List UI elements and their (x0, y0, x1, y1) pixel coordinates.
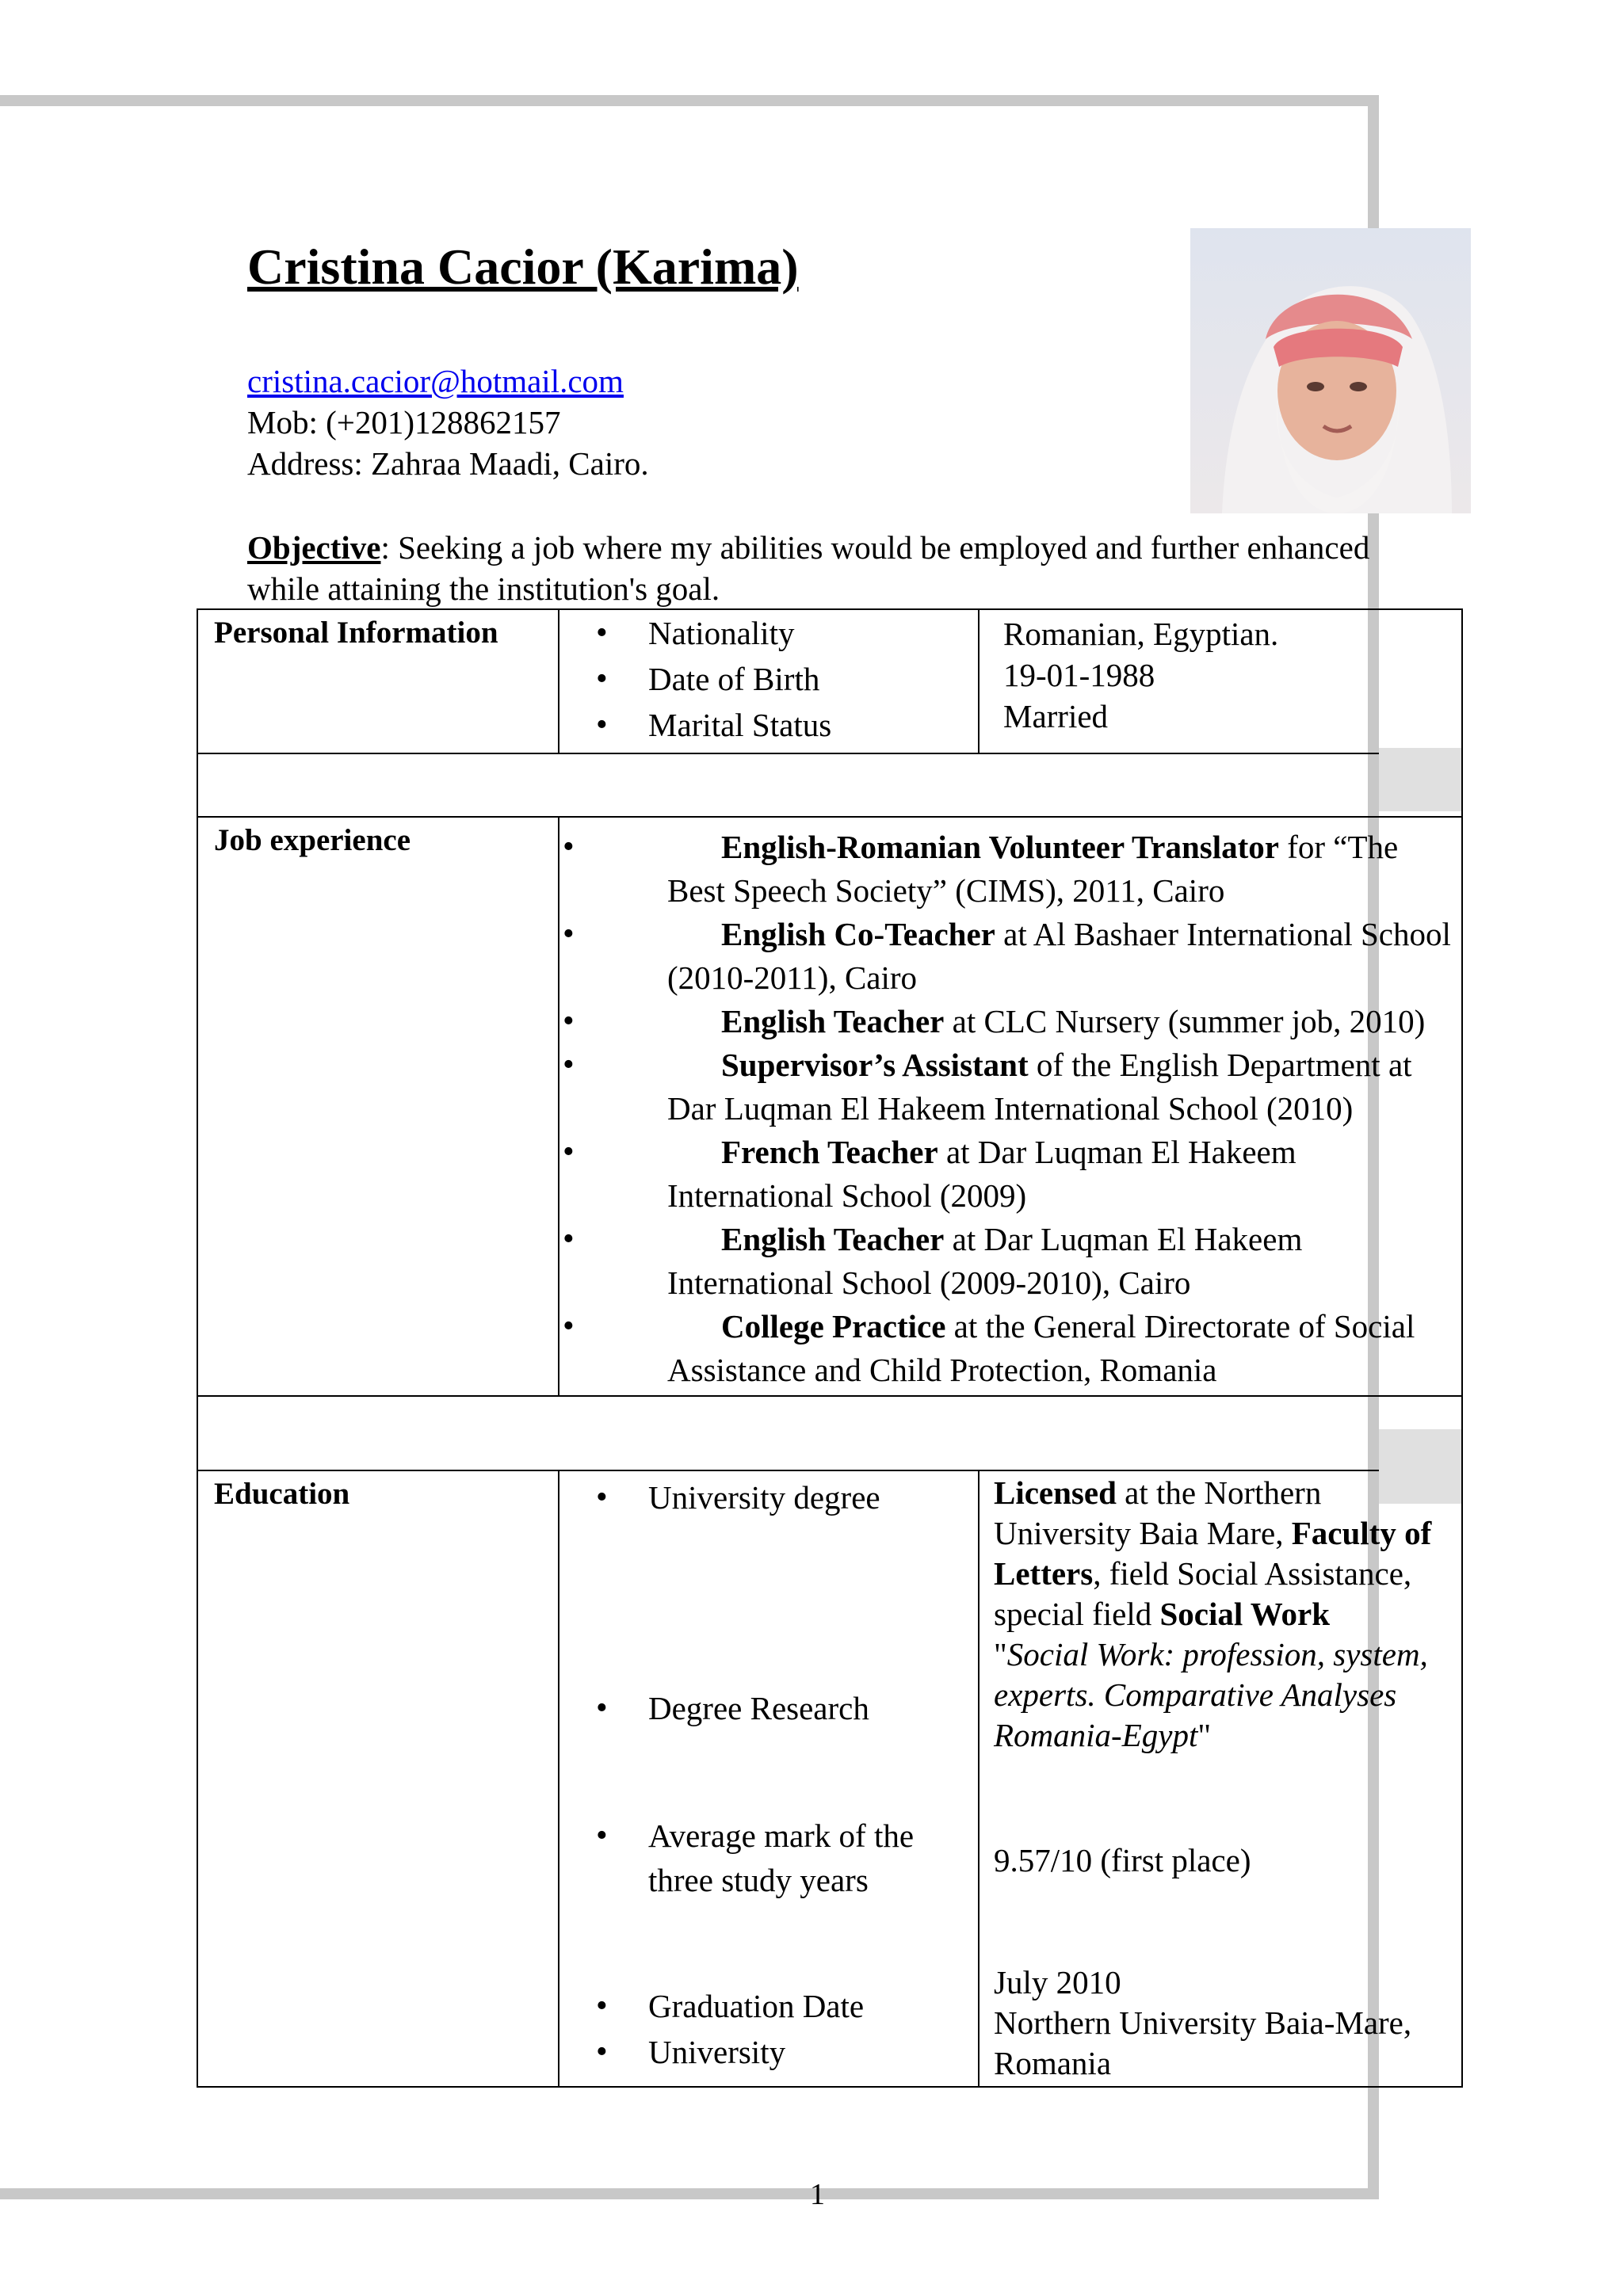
field-university-degree: • University degree (559, 1474, 978, 1520)
profile-photo (1190, 228, 1471, 513)
education-label: Education (197, 1470, 559, 2087)
university-value: Northern University Baia-Mare, Romania (994, 2004, 1412, 2081)
job-item: • Supervisor’s Assistant of the English Department at Dar Luqman El Hakeem International School (2010) (559, 1043, 1461, 1131)
cv-name: Cristina Cacior (Karima) (247, 238, 799, 295)
value-marital-status: Married (1003, 698, 1109, 734)
objective-text: : Seeking a job where my abilities would be employed and further enhanced while attaining the institution's goal. (247, 529, 1370, 607)
shade-2 (1379, 1429, 1461, 1504)
objective (247, 527, 1373, 609)
field-dob: • Date of Birth (559, 656, 978, 702)
shade-1 (1379, 748, 1461, 811)
field-nationality: • Nationality (559, 610, 978, 656)
job-item: • English Co-Teacher at Al Bashaer International School (2010-2011), Cairo (559, 913, 1461, 1000)
field-marital-status: • Marital Status (559, 702, 978, 748)
cv-table (197, 608, 1463, 2088)
page-number: 1 (810, 2178, 825, 2211)
education-fields (559, 1474, 978, 1520)
field-graduation-date: • Graduation Date (559, 1983, 978, 2029)
job-item: • English Teacher at Dar Luqman El Hakeem International School (2009-2010), Cairo (559, 1218, 1461, 1305)
personal-info-label: Personal Information (197, 609, 559, 753)
spacer-row (197, 1396, 1462, 1470)
email-link[interactable]: cristina.cacior@hotmail.com (247, 363, 624, 399)
field-university: • University (559, 2029, 978, 2075)
education-row (197, 1470, 1462, 2087)
graduation-date-value: July 2010 (994, 1964, 1121, 2000)
job-experience-row (197, 817, 1462, 1396)
mobile-number: Mob: (+201)128862157 (247, 404, 561, 441)
field-average-mark: • Average mark of the three study years (559, 1814, 978, 1902)
job-item: • English Teacher at CLC Nursery (summer job, 2010) (559, 1000, 1461, 1043)
address: Address: Zahraa Maadi, Cairo. (247, 445, 649, 482)
degree-research-title: "Social Work: profession, system, experts. Comparative Analyses Romania-Egypt" (994, 1636, 1428, 1753)
value-dob: 19-01-1988 (1003, 657, 1155, 693)
job-list (559, 818, 1461, 1395)
field-degree-research: • Degree Research (559, 1685, 978, 1731)
spacer-row (197, 753, 1462, 817)
job-experience-label: Job experience (197, 817, 559, 1396)
personal-fields (559, 610, 978, 748)
job-item: • English-Romanian Volunteer Translator for “The Best Speech Society” (CIMS), 2011, Cairo (559, 826, 1461, 913)
job-item: • French Teacher at Dar Luqman El Hakeem International School (2009) (559, 1131, 1461, 1218)
personal-info-row (197, 609, 1462, 753)
objective-label: Objective (247, 529, 381, 566)
job-item: • College Practice at the General Directorate of Social Assistance and Child Protection, Romania (559, 1305, 1461, 1392)
average-mark-value: 9.57/10 (first place) (994, 1842, 1251, 1878)
contact-block (247, 360, 649, 484)
value-nationality: Romanian, Egyptian. (1003, 616, 1279, 652)
degree-description: Licensed at the Northern University Baia Mare, Faculty of Letters, field Social Assistance, special field Social Work (994, 1474, 1432, 1632)
